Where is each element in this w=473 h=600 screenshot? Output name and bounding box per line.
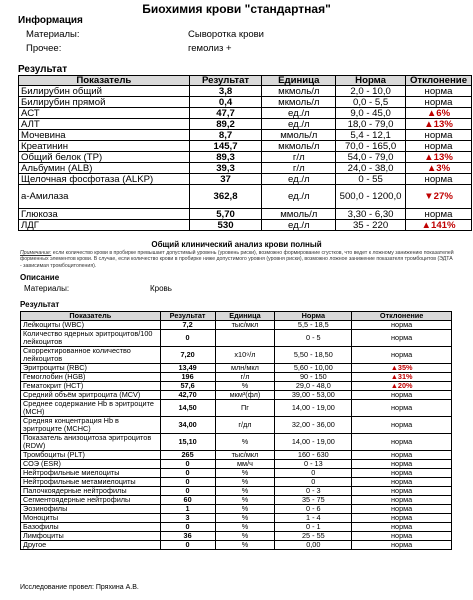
row-value: 13,49: [160, 364, 215, 373]
row-norm: 90 - 150: [275, 373, 352, 382]
table-row: [21, 532, 452, 541]
row-unit: мкмоль/л: [262, 86, 336, 97]
row-name: Общий белок (ТР): [19, 152, 190, 163]
row-value: 0: [160, 487, 215, 496]
row-unit: мкм³(фл): [215, 391, 275, 400]
row-name: Гемоглобин (HGB): [21, 373, 161, 382]
table-row: [21, 434, 452, 451]
row-deviation: норма: [352, 505, 452, 514]
column-header: Единица: [215, 312, 275, 321]
row-deviation: норма: [406, 97, 472, 108]
row-unit: [215, 330, 275, 347]
table-row: [21, 400, 452, 417]
cbc-title: Общий клинический анализ крови полный: [151, 240, 322, 249]
row-unit: %: [215, 532, 275, 541]
table-row: [21, 321, 452, 330]
row-name: Сегментоядерные нейтрофилы: [21, 496, 161, 505]
row-value: 3: [160, 514, 215, 523]
row-norm: 14,00 - 19,00: [275, 434, 352, 451]
page-title: Биохимия крови "стандартная": [142, 2, 331, 16]
table-row: [19, 130, 472, 141]
row-value: 37: [189, 174, 262, 185]
row-name: Эозинофилы: [21, 505, 161, 514]
row-unit: ед./л: [262, 119, 336, 130]
description-label: Материалы:: [24, 284, 70, 293]
row-unit: %: [215, 514, 275, 523]
row-norm: 24,0 - 38,0: [336, 163, 406, 174]
row-value: 0: [160, 541, 215, 550]
row-unit: %: [215, 523, 275, 532]
row-unit: %: [215, 469, 275, 478]
info-row-other: [18, 41, 473, 55]
row-deviation: норма: [352, 523, 452, 532]
table-row: [21, 330, 452, 347]
table-row: [21, 505, 452, 514]
table-row: [19, 163, 472, 174]
column-header: Единица: [262, 76, 336, 86]
row-deviation: норма: [352, 496, 452, 505]
row-deviation: норма: [406, 174, 472, 185]
row-unit: г/л: [215, 373, 275, 382]
row-name: Лейкоциты (WBC): [21, 321, 161, 330]
row-name: Средняя концентрация Hb в эритроците (MCHC): [21, 417, 161, 434]
row-deviation: норма: [406, 209, 472, 220]
column-header: Результат: [160, 312, 215, 321]
row-value: 60: [160, 496, 215, 505]
row-norm: 35 - 220: [336, 220, 406, 231]
row-value: 196: [160, 373, 215, 382]
row-norm: 0 - 6: [275, 505, 352, 514]
row-norm: 35 - 75: [275, 496, 352, 505]
row-value: 34,00: [160, 417, 215, 434]
row-deviation: норма: [352, 391, 452, 400]
table-row: [21, 469, 452, 478]
column-header: Отклонение: [406, 76, 472, 86]
table-row: [21, 541, 452, 550]
row-deviation: ▲13%: [406, 119, 472, 130]
row-norm: 5,60 - 10,00: [275, 364, 352, 373]
row-name: Альбумин (ALB): [19, 163, 190, 174]
row-norm: 5,5 - 18,5: [275, 321, 352, 330]
row-norm: 0 - 5: [275, 330, 352, 347]
row-name: Билирубин общий: [19, 86, 190, 97]
row-value: 57,6: [160, 382, 215, 391]
row-norm: 5,4 - 12,1: [336, 130, 406, 141]
row-deviation: норма: [352, 321, 452, 330]
row-norm: 0,0 - 5,5: [336, 97, 406, 108]
row-unit: %: [215, 496, 275, 505]
row-unit: мм/ч: [215, 460, 275, 469]
description-heading: Описание: [20, 273, 60, 282]
description-row: [20, 284, 172, 293]
info-value: гемолиз +: [188, 42, 232, 54]
row-value: 0: [160, 478, 215, 487]
table-row: [21, 523, 452, 532]
row-deviation: норма: [352, 451, 452, 460]
row-name: Другое: [21, 541, 161, 550]
row-norm: 1 - 4: [275, 514, 352, 523]
row-norm: 54,0 - 79,0: [336, 152, 406, 163]
table-row: [21, 364, 452, 373]
row-deviation: норма: [406, 86, 472, 97]
row-name: Средний объём эритроцита (MCV): [21, 391, 161, 400]
row-deviation: норма: [406, 141, 472, 152]
table-row: [21, 514, 452, 523]
table-row: [21, 417, 452, 434]
row-name: Щелочная фосфотаза (ALKP): [19, 174, 190, 185]
row-name: Гематокрит (HCT): [21, 382, 161, 391]
row-norm: 25 - 55: [275, 532, 352, 541]
row-norm: 9,0 - 45,0: [336, 108, 406, 119]
info-label: Прочее:: [26, 42, 62, 54]
row-deviation: ▲35%: [352, 364, 452, 373]
row-value: 39,3: [189, 163, 262, 174]
row-unit: %: [215, 434, 275, 451]
row-name: ЛДГ: [19, 220, 190, 231]
table-row: [19, 209, 472, 220]
table-row: [19, 152, 472, 163]
row-name: Палочкоядерные нейтрофилы: [21, 487, 161, 496]
table-row: [21, 451, 452, 460]
row-name: Лимфоциты: [21, 532, 161, 541]
row-value: 3,8: [189, 86, 262, 97]
description-value: Кровь: [150, 284, 172, 293]
row-deviation: ▲6%: [406, 108, 472, 119]
note-text: если количество крови в пробирке превышает допустимый уровень (уровень риски), возможно формирование сгустков, что ведет к ложному занижению показателей форменных элементов крови. В случае, если количество крови в пробирке ниже допустимого уровня (уровня риски), возможно ложное занижение показателя тромбоцитов (ЭДТА - зависимая тромбоцитопения).: [20, 250, 454, 269]
row-unit: Пг: [215, 400, 275, 417]
row-norm: 0 - 55: [336, 174, 406, 185]
row-norm: 0 - 13: [275, 460, 352, 469]
row-name: Моноциты: [21, 514, 161, 523]
row-value: 362,8: [189, 185, 262, 209]
row-deviation: норма: [352, 478, 452, 487]
row-name: АСТ: [19, 108, 190, 119]
row-name: Тромбоциты (PLT): [21, 451, 161, 460]
column-header: Норма: [275, 312, 352, 321]
row-value: 47,7: [189, 108, 262, 119]
info-block: [18, 27, 473, 55]
row-norm: 18,0 - 79,0: [336, 119, 406, 130]
row-deviation: норма: [352, 400, 452, 417]
row-norm: 70,0 - 165,0: [336, 141, 406, 152]
row-value: 42,70: [160, 391, 215, 400]
row-norm: 5,50 - 18,50: [275, 347, 352, 364]
row-name: Среднее содержание Hb в эритроците (MCH): [21, 400, 161, 417]
table-row: [21, 487, 452, 496]
row-unit: ед./л: [262, 220, 336, 231]
row-deviation: ▲141%: [406, 220, 472, 231]
row-value: 530: [189, 220, 262, 231]
row-unit: ед./л: [262, 174, 336, 185]
row-value: 145,7: [189, 141, 262, 152]
table-row: [19, 185, 472, 209]
row-name: Количество ядерных эритроцитов/100 лейкоцитов: [21, 330, 161, 347]
row-deviation: норма: [406, 130, 472, 141]
row-unit: ммоль/л: [262, 209, 336, 220]
row-norm: 0 - 3: [275, 487, 352, 496]
table-row: [21, 382, 452, 391]
row-value: 0: [160, 330, 215, 347]
row-norm: 32,00 - 36,00: [275, 417, 352, 434]
row-deviation: ▲13%: [406, 152, 472, 163]
row-deviation: норма: [352, 532, 452, 541]
row-name: Показатель анизоцитоза эритроцитов (RDW): [21, 434, 161, 451]
row-value: 0: [160, 523, 215, 532]
cbc-table: [20, 311, 452, 550]
cbc-result-heading: Результат: [20, 300, 60, 309]
row-norm: 0: [275, 469, 352, 478]
note-block: [20, 250, 454, 269]
row-norm: 29,0 - 48,0: [275, 382, 352, 391]
row-name: Билирубин прямой: [19, 97, 190, 108]
row-deviation: ▲31%: [352, 373, 452, 382]
row-deviation: норма: [352, 514, 452, 523]
result-heading: Результат: [18, 64, 68, 75]
note-label: Примечание:: [20, 250, 52, 256]
info-value: Сыворотка крови: [188, 28, 264, 40]
table-row: [19, 86, 472, 97]
row-unit: %: [215, 382, 275, 391]
row-name: Нейтрофильные миелоциты: [21, 469, 161, 478]
row-deviation: норма: [352, 347, 452, 364]
table-row: [21, 373, 452, 382]
row-unit: г/л: [262, 163, 336, 174]
row-value: 0: [160, 469, 215, 478]
row-unit: ед./л: [262, 185, 336, 209]
row-unit: %: [215, 541, 275, 550]
row-norm: 160 - 630: [275, 451, 352, 460]
row-norm: 2,0 - 10,0: [336, 86, 406, 97]
row-norm: 0 - 1: [275, 523, 352, 532]
row-name: Эритроциты (RBC): [21, 364, 161, 373]
row-unit: тыс/мкл: [215, 451, 275, 460]
table-header-row: [21, 312, 452, 321]
row-name: Глюкоза: [19, 209, 190, 220]
table-row: [19, 97, 472, 108]
table-row: [21, 478, 452, 487]
table-row: [19, 174, 472, 185]
row-value: 14,50: [160, 400, 215, 417]
row-unit: x10⁹/л: [215, 347, 275, 364]
row-name: АЛТ: [19, 119, 190, 130]
row-unit: г/л: [262, 152, 336, 163]
table-row: [19, 141, 472, 152]
row-name: Мочевина: [19, 130, 190, 141]
row-name: Креатинин: [19, 141, 190, 152]
table-row: [19, 220, 472, 231]
row-norm: 0,00: [275, 541, 352, 550]
row-deviation: норма: [352, 434, 452, 451]
table-row: [21, 391, 452, 400]
row-norm: 14,00 - 19,00: [275, 400, 352, 417]
row-norm: 3,30 - 6,30: [336, 209, 406, 220]
row-value: 8,7: [189, 130, 262, 141]
row-deviation: норма: [352, 487, 452, 496]
column-header: Норма: [336, 76, 406, 86]
row-unit: ммоль/л: [262, 130, 336, 141]
row-name: Базофилы: [21, 523, 161, 532]
row-value: 15,10: [160, 434, 215, 451]
row-value: 0,4: [189, 97, 262, 108]
row-unit: %: [215, 478, 275, 487]
biochemistry-table: [18, 75, 472, 231]
row-deviation: норма: [352, 460, 452, 469]
row-unit: г/дл: [215, 417, 275, 434]
row-value: 89,3: [189, 152, 262, 163]
row-name: Скорректированное количество лейкоцитов: [21, 347, 161, 364]
column-header: Показатель: [19, 76, 190, 86]
table-row: [19, 108, 472, 119]
info-label: Материалы:: [26, 28, 80, 40]
row-value: 7,20: [160, 347, 215, 364]
row-norm: 500,0 - 1200,0: [336, 185, 406, 209]
row-unit: %: [215, 487, 275, 496]
table-row: [21, 496, 452, 505]
row-value: 265: [160, 451, 215, 460]
row-deviation: ▼27%: [406, 185, 472, 209]
row-value: 89,2: [189, 119, 262, 130]
row-unit: тыс/мкл: [215, 321, 275, 330]
row-deviation: норма: [352, 469, 452, 478]
row-deviation: норма: [352, 417, 452, 434]
row-deviation: ▲3%: [406, 163, 472, 174]
row-unit: %: [215, 505, 275, 514]
row-unit: млн/мкл: [215, 364, 275, 373]
column-header: Показатель: [21, 312, 161, 321]
row-value: 7,2: [160, 321, 215, 330]
row-value: 36: [160, 532, 215, 541]
row-unit: мкмоль/л: [262, 141, 336, 152]
row-value: 1: [160, 505, 215, 514]
row-name: СОЭ (ESR): [21, 460, 161, 469]
footer-examiner: Исследование провел: Пряхина А.В.: [20, 584, 139, 591]
row-norm: 39,00 - 53,00: [275, 391, 352, 400]
info-row-materials: [18, 27, 473, 41]
info-heading: Информация: [18, 15, 83, 26]
row-unit: мкмоль/л: [262, 97, 336, 108]
table-row: [19, 119, 472, 130]
column-header: Результат: [189, 76, 262, 86]
row-norm: 0: [275, 478, 352, 487]
column-header: Отклонение: [352, 312, 452, 321]
table-header-row: [19, 76, 472, 86]
row-deviation: ▲20%: [352, 382, 452, 391]
table-row: [21, 460, 452, 469]
row-deviation: норма: [352, 541, 452, 550]
row-deviation: норма: [352, 330, 452, 347]
table-row: [21, 347, 452, 364]
row-value: 5,70: [189, 209, 262, 220]
row-value: 0: [160, 460, 215, 469]
row-name: а-Амилаза: [19, 185, 190, 209]
row-name: Нейтрофильные метамиелоциты: [21, 478, 161, 487]
row-unit: ед./л: [262, 108, 336, 119]
